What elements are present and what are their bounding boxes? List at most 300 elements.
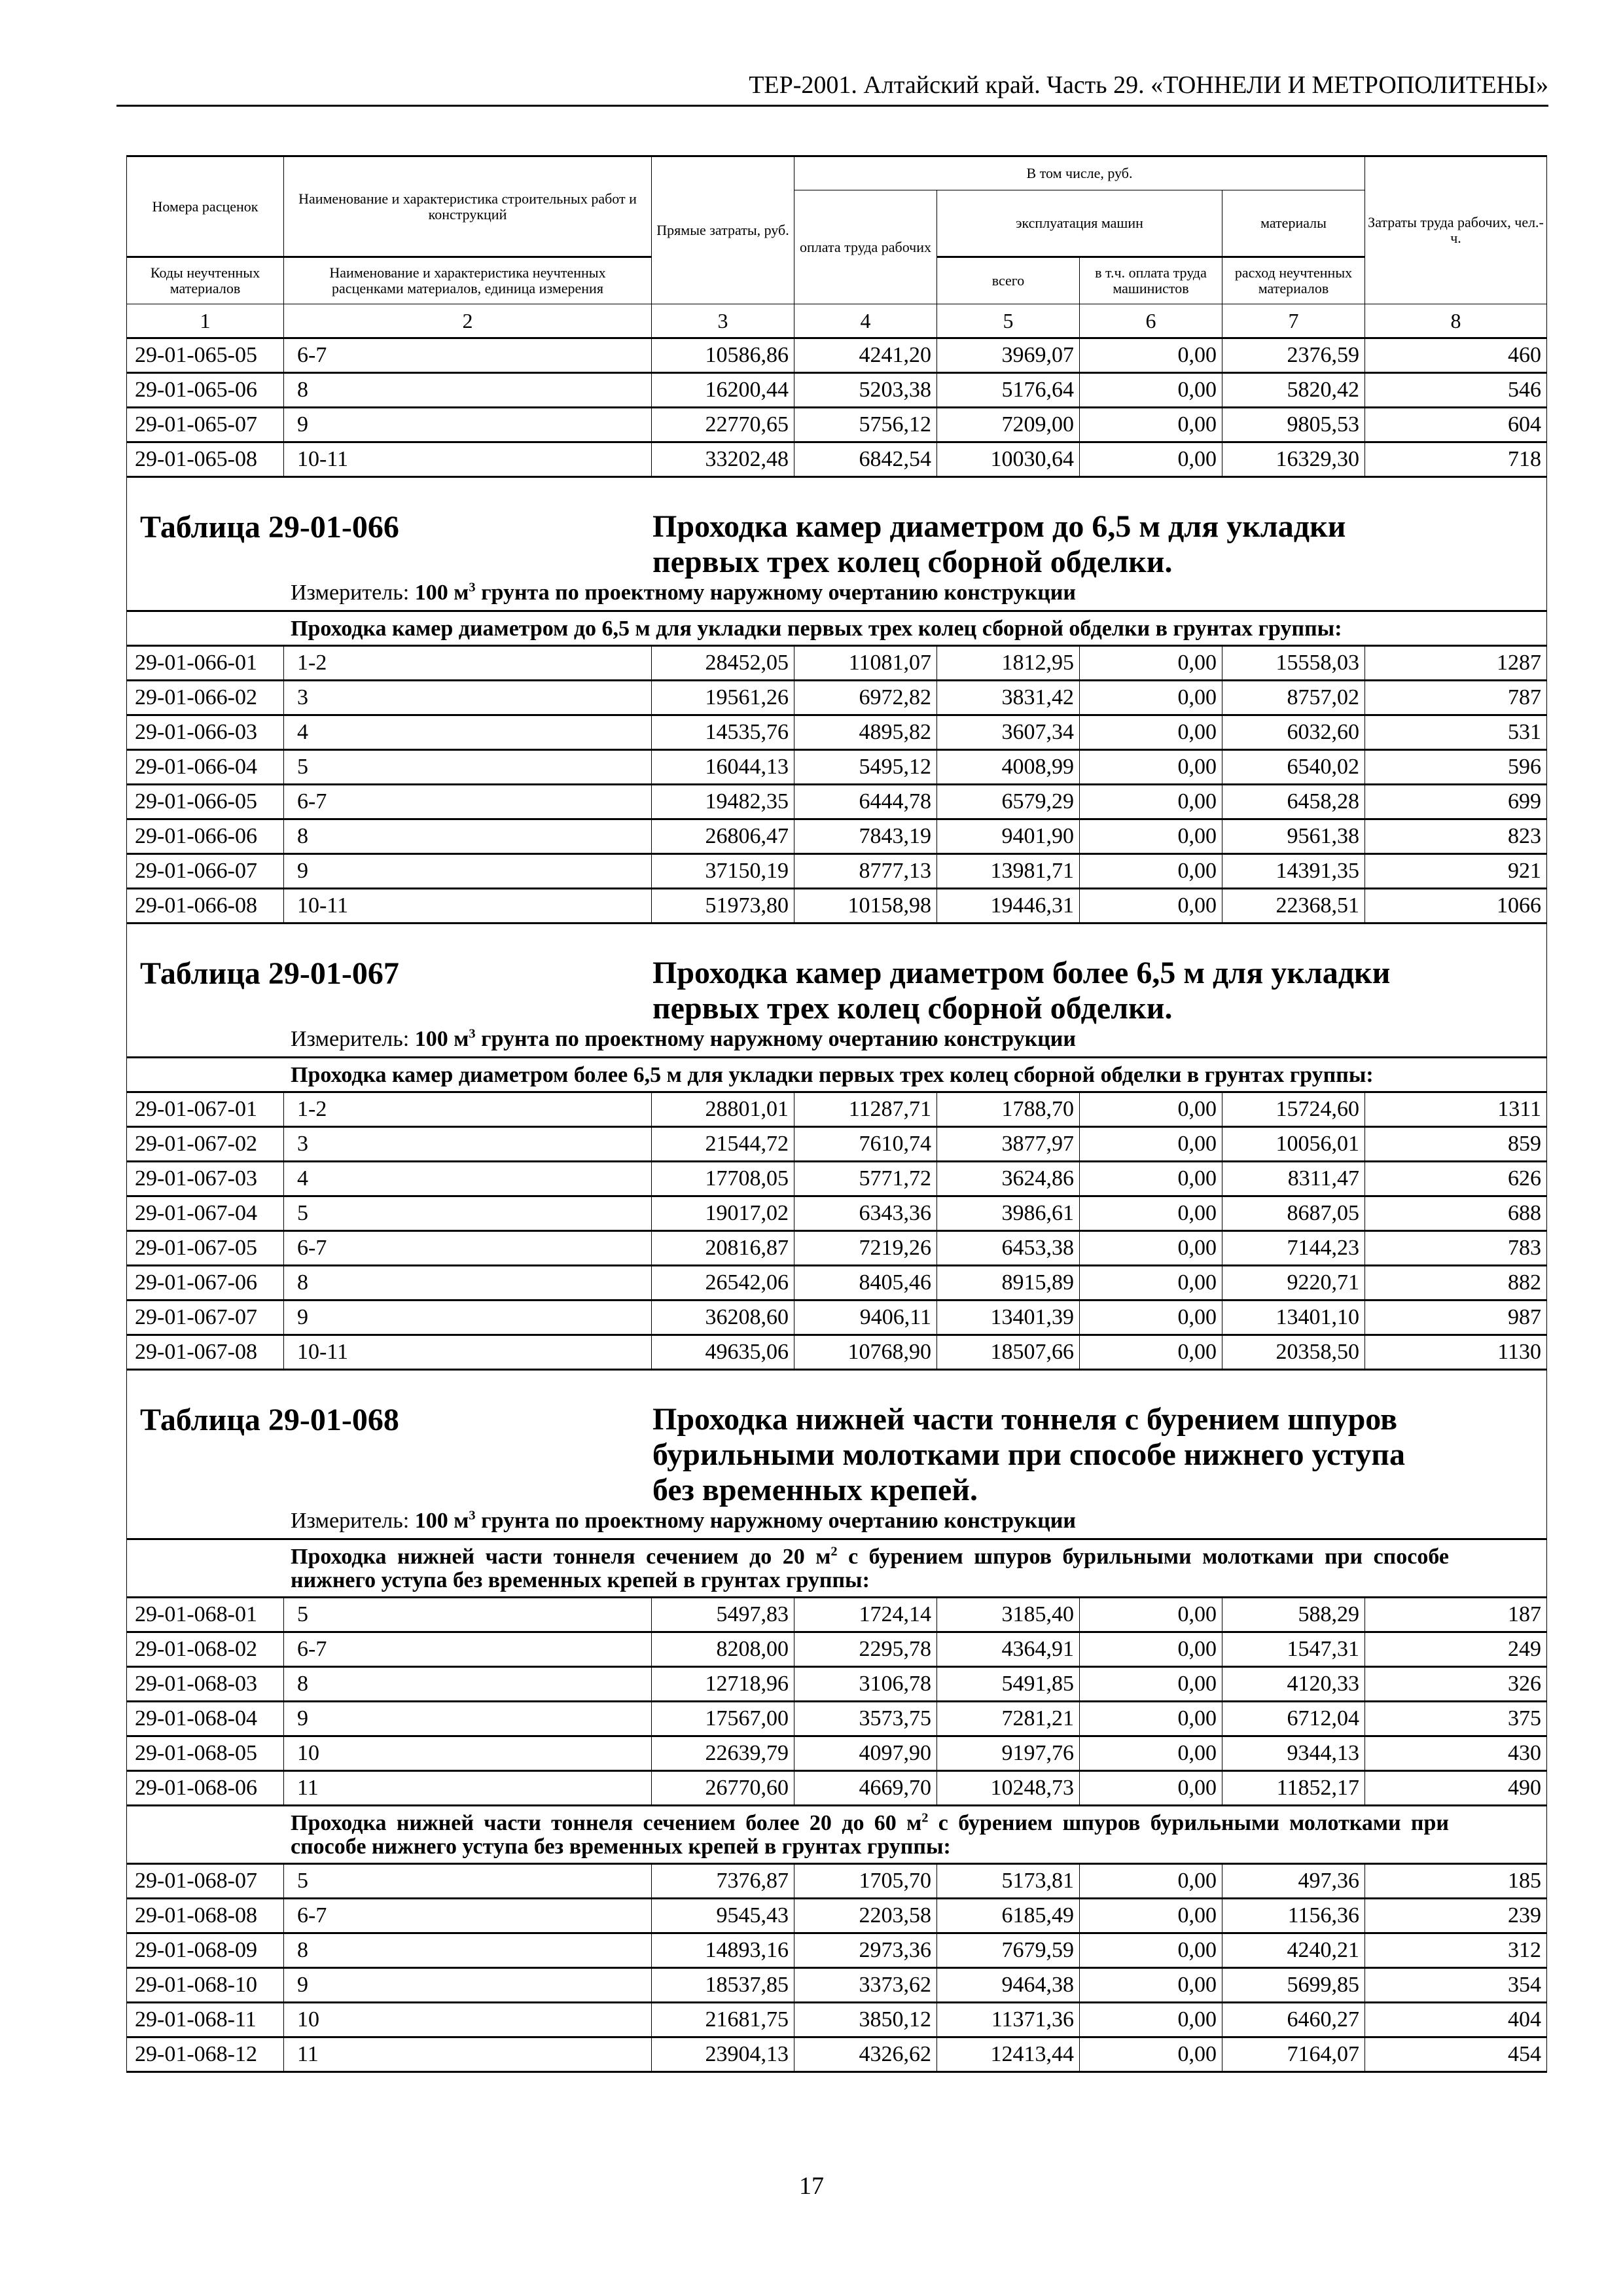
materials-cell: 8687,05 — [1222, 1196, 1365, 1231]
measure-description: грунта по проектному наружному очертанию конструкции — [475, 1027, 1076, 1051]
section-subtitle — [291, 1540, 1449, 1596]
labor-hours-cell: 187 — [1365, 1598, 1547, 1632]
soil-group-cell: 11 — [284, 1771, 652, 1806]
soil-group-cell: 6-7 — [284, 338, 652, 373]
labor-hours-cell: 249 — [1365, 1632, 1547, 1667]
machines-total-cell: 7209,00 — [937, 408, 1080, 442]
materials-cell: 9561,38 — [1222, 819, 1365, 854]
machinist-pay-cell: 0,00 — [1080, 373, 1222, 408]
soil-group-cell: 9 — [284, 1702, 652, 1736]
direct-costs-cell: 14893,16 — [652, 1933, 794, 1968]
soil-group-cell: 10 — [284, 1736, 652, 1771]
worker-pay-cell: 10768,90 — [794, 1335, 937, 1370]
table-row — [127, 715, 1547, 750]
measure-exponent: 3 — [469, 580, 476, 595]
machinist-pay-cell: 0,00 — [1080, 1196, 1222, 1231]
direct-costs-cell: 14535,76 — [652, 715, 794, 750]
subtitle-text: Проходка нижней части тоннеля сечением более 20 до 60 м — [291, 1811, 922, 1835]
table-row — [127, 1092, 1547, 1127]
materials-cell: 15724,60 — [1222, 1092, 1365, 1127]
rate-code-cell: 29-01-067-08 — [127, 1335, 284, 1370]
machinist-pay-cell: 0,00 — [1080, 715, 1222, 750]
rate-code-cell: 29-01-068-07 — [127, 1864, 284, 1899]
labor-hours-cell: 1311 — [1365, 1092, 1547, 1127]
materials-cell: 4120,33 — [1222, 1667, 1365, 1702]
labor-hours-cell: 699 — [1365, 785, 1547, 819]
rate-code-cell: 29-01-068-08 — [127, 1899, 284, 1933]
machines-total-cell: 5176,64 — [937, 373, 1080, 408]
labor-hours-cell: 1066 — [1365, 889, 1547, 924]
table-title-block — [127, 924, 1547, 1058]
rate-code-cell: 29-01-068-02 — [127, 1632, 284, 1667]
worker-pay-cell: 5495,12 — [794, 750, 937, 785]
section-subtitle: Проходка камер диаметром до 6,5 м для укладки первых трех колец сборной обделки в грунтах группы: — [291, 617, 1342, 641]
machines-total-cell: 8915,89 — [937, 1266, 1080, 1300]
rate-code-cell: 29-01-066-08 — [127, 889, 284, 924]
table-header — [127, 156, 1547, 338]
direct-costs-cell: 19482,35 — [652, 785, 794, 819]
table-row — [127, 1667, 1547, 1702]
direct-costs-cell: 16044,13 — [652, 750, 794, 785]
worker-pay-cell: 6444,78 — [794, 785, 937, 819]
worker-pay-cell: 4669,70 — [794, 1771, 937, 1806]
table-row — [127, 646, 1547, 681]
machinist-pay-cell: 0,00 — [1080, 681, 1222, 715]
table-row — [127, 338, 1547, 373]
direct-costs-cell: 18537,85 — [652, 1968, 794, 2003]
worker-pay-cell: 8777,13 — [794, 854, 937, 889]
soil-group-cell: 5 — [284, 1864, 652, 1899]
header-machines-total: всего — [937, 257, 1080, 304]
running-header-title: ТЕР-2001. Алтайский край. Часть 29. «ТОННЕЛИ И МЕТРОПОЛИТЕНЫ» — [749, 71, 1548, 99]
machinist-pay-cell: 0,00 — [1080, 1933, 1222, 1968]
soil-group-cell: 8 — [284, 373, 652, 408]
table-body — [127, 338, 1547, 2072]
rate-code-cell: 29-01-066-02 — [127, 681, 284, 715]
materials-cell: 20358,50 — [1222, 1335, 1365, 1370]
rate-code-cell: 29-01-066-01 — [127, 646, 284, 681]
machinist-pay-cell: 0,00 — [1080, 1632, 1222, 1667]
direct-costs-cell: 28452,05 — [652, 646, 794, 681]
soil-group-cell: 8 — [284, 1667, 652, 1702]
page-number: 17 — [799, 2172, 824, 2200]
worker-pay-cell: 6842,54 — [794, 442, 937, 477]
column-number: 4 — [794, 304, 937, 338]
machines-total-cell: 3624,86 — [937, 1162, 1080, 1196]
materials-cell: 4240,21 — [1222, 1933, 1365, 1968]
soil-group-cell: 10-11 — [284, 442, 652, 477]
table-row — [127, 750, 1547, 785]
machinist-pay-cell: 0,00 — [1080, 819, 1222, 854]
labor-hours-cell: 454 — [1365, 2037, 1547, 2072]
worker-pay-cell: 10158,98 — [794, 889, 937, 924]
machinist-pay-cell: 0,00 — [1080, 2037, 1222, 2072]
measure-value: 100 м — [414, 1509, 469, 1533]
measure-description: грунта по проектному наружному очертанию конструкции — [475, 1509, 1076, 1533]
soil-group-cell: 10-11 — [284, 1335, 652, 1370]
subtitle-text: с бурением шпуров бурильными молотками при способе нижнего уступа без временных крепей в грунтах группы: — [291, 1545, 1449, 1592]
direct-costs-cell: 16200,44 — [652, 373, 794, 408]
table-row — [127, 854, 1547, 889]
machines-total-cell: 9464,38 — [937, 1968, 1080, 2003]
table-row — [127, 1162, 1547, 1196]
machines-total-cell: 19446,31 — [937, 889, 1080, 924]
machinist-pay-cell: 0,00 — [1080, 854, 1222, 889]
table-row — [127, 1632, 1547, 1667]
rate-code-cell: 29-01-065-05 — [127, 338, 284, 373]
labor-hours-cell: 404 — [1365, 2003, 1547, 2037]
labor-hours-cell: 987 — [1365, 1300, 1547, 1335]
machinist-pay-cell: 0,00 — [1080, 1335, 1222, 1370]
machines-total-cell: 4364,91 — [937, 1632, 1080, 1667]
machines-total-cell: 6579,29 — [937, 785, 1080, 819]
labor-hours-cell: 546 — [1365, 373, 1547, 408]
machinist-pay-cell: 0,00 — [1080, 1864, 1222, 1899]
machinist-pay-cell: 0,00 — [1080, 785, 1222, 819]
labor-hours-cell: 626 — [1365, 1162, 1547, 1196]
subtitle-exponent: 2 — [830, 1544, 838, 1559]
table-row — [127, 1933, 1547, 1968]
machinist-pay-cell: 0,00 — [1080, 1266, 1222, 1300]
labor-hours-cell: 604 — [1365, 408, 1547, 442]
table-row — [127, 785, 1547, 819]
measure-prefix: Измеритель: — [291, 581, 410, 605]
machines-total-cell: 13981,71 — [937, 854, 1080, 889]
materials-cell: 2376,59 — [1222, 338, 1365, 373]
machinist-pay-cell: 0,00 — [1080, 1736, 1222, 1771]
direct-costs-cell: 19017,02 — [652, 1196, 794, 1231]
rate-code-cell: 29-01-067-04 — [127, 1196, 284, 1231]
machines-total-cell: 3986,61 — [937, 1196, 1080, 1231]
labor-hours-cell: 921 — [1365, 854, 1547, 889]
header-including: В том числе, руб. — [794, 156, 1365, 190]
direct-costs-cell: 51973,80 — [652, 889, 794, 924]
machinist-pay-cell: 0,00 — [1080, 1667, 1222, 1702]
soil-group-cell: 6-7 — [284, 785, 652, 819]
machinist-pay-cell: 0,00 — [1080, 442, 1222, 477]
rate-code-cell: 29-01-067-05 — [127, 1231, 284, 1266]
measure-unit — [291, 1026, 1546, 1056]
measure-unit — [291, 580, 1546, 610]
materials-cell: 1156,36 — [1222, 1899, 1365, 1933]
materials-cell: 6712,04 — [1222, 1702, 1365, 1736]
labor-hours-cell: 787 — [1365, 681, 1547, 715]
machinist-pay-cell: 0,00 — [1080, 1300, 1222, 1335]
rate-code-cell: 29-01-068-10 — [127, 1968, 284, 2003]
rate-code-cell: 29-01-065-08 — [127, 442, 284, 477]
rate-code-cell: 29-01-065-07 — [127, 408, 284, 442]
table-row — [127, 442, 1547, 477]
machinist-pay-cell: 0,00 — [1080, 1162, 1222, 1196]
labor-hours-cell: 239 — [1365, 1899, 1547, 1933]
materials-cell: 11852,17 — [1222, 1771, 1365, 1806]
labor-hours-cell: 460 — [1365, 338, 1547, 373]
direct-costs-cell: 9545,43 — [652, 1899, 794, 1933]
worker-pay-cell: 7219,26 — [794, 1231, 937, 1266]
machines-total-cell: 4008,99 — [937, 750, 1080, 785]
table-row — [127, 1127, 1547, 1162]
machines-total-cell: 3831,42 — [937, 681, 1080, 715]
materials-cell: 1547,31 — [1222, 1632, 1365, 1667]
machinist-pay-cell: 0,00 — [1080, 1092, 1222, 1127]
direct-costs-cell: 20816,87 — [652, 1231, 794, 1266]
machines-total-cell: 10248,73 — [937, 1771, 1080, 1806]
worker-pay-cell: 5756,12 — [794, 408, 937, 442]
column-numbers-row — [127, 304, 1547, 338]
worker-pay-cell: 2203,58 — [794, 1899, 937, 1933]
table-title-block — [127, 1370, 1547, 1539]
soil-group-cell: 5 — [284, 1598, 652, 1632]
worker-pay-cell: 7610,74 — [794, 1127, 937, 1162]
machinist-pay-cell: 0,00 — [1080, 1231, 1222, 1266]
worker-pay-cell: 1724,14 — [794, 1598, 937, 1632]
soil-group-cell: 3 — [284, 1127, 652, 1162]
materials-cell: 7144,23 — [1222, 1231, 1365, 1266]
table-label: Таблица 29-01-068 — [140, 1403, 399, 1437]
labor-hours-cell: 354 — [1365, 1968, 1547, 2003]
labor-hours-cell: 531 — [1365, 715, 1547, 750]
direct-costs-cell: 8208,00 — [652, 1632, 794, 1667]
rate-code-cell: 29-01-067-03 — [127, 1162, 284, 1196]
machinist-pay-cell: 0,00 — [1080, 1127, 1222, 1162]
worker-pay-cell: 2973,36 — [794, 1933, 937, 1968]
worker-pay-cell: 2295,78 — [794, 1632, 937, 1667]
subtitle-text: Проходка нижней части тоннеля сечением до 20 м — [291, 1545, 831, 1569]
soil-group-cell: 6-7 — [284, 1899, 652, 1933]
materials-cell: 9805,53 — [1222, 408, 1365, 442]
soil-group-cell: 1-2 — [284, 646, 652, 681]
subtitle-exponent: 2 — [921, 1810, 929, 1825]
materials-cell: 588,29 — [1222, 1598, 1365, 1632]
labor-hours-cell: 596 — [1365, 750, 1547, 785]
worker-pay-cell: 11287,71 — [794, 1092, 937, 1127]
soil-group-cell: 8 — [284, 1266, 652, 1300]
direct-costs-cell: 26770,60 — [652, 1771, 794, 1806]
labor-hours-cell: 375 — [1365, 1702, 1547, 1736]
direct-costs-cell: 22639,79 — [652, 1736, 794, 1771]
rate-code-cell: 29-01-068-06 — [127, 1771, 284, 1806]
header-labor-hours: Затраты труда рабочих, чел.-ч. — [1365, 156, 1547, 304]
table-row — [127, 1300, 1547, 1335]
rate-code-cell: 29-01-068-01 — [127, 1598, 284, 1632]
machinist-pay-cell: 0,00 — [1080, 2003, 1222, 2037]
rate-code-cell: 29-01-066-06 — [127, 819, 284, 854]
machines-total-cell: 13401,39 — [937, 1300, 1080, 1335]
column-number: 8 — [1365, 304, 1547, 338]
worker-pay-cell: 6972,82 — [794, 681, 937, 715]
table-title-block — [127, 477, 1547, 611]
direct-costs-cell: 10586,86 — [652, 338, 794, 373]
table-row — [127, 1736, 1547, 1771]
column-number: 7 — [1222, 304, 1365, 338]
rate-code-cell: 29-01-067-02 — [127, 1127, 284, 1162]
materials-cell: 22368,51 — [1222, 889, 1365, 924]
labor-hours-cell: 718 — [1365, 442, 1547, 477]
measure-value: 100 м — [414, 1027, 469, 1051]
measure-unit — [291, 1508, 1546, 1538]
labor-hours-cell: 185 — [1365, 1864, 1547, 1899]
section-subtitle-row — [127, 1539, 1547, 1598]
table-row — [127, 1598, 1547, 1632]
soil-group-cell: 3 — [284, 681, 652, 715]
table-row — [127, 1899, 1547, 1933]
worker-pay-cell: 11081,07 — [794, 646, 937, 681]
worker-pay-cell: 6343,36 — [794, 1196, 937, 1231]
soil-group-cell: 8 — [284, 819, 652, 854]
materials-cell: 6540,02 — [1222, 750, 1365, 785]
labor-hours-cell: 312 — [1365, 1933, 1547, 1968]
table-row — [127, 1335, 1547, 1370]
materials-cell: 5699,85 — [1222, 1968, 1365, 2003]
rate-code-cell: 29-01-068-03 — [127, 1667, 284, 1702]
materials-cell: 8757,02 — [1222, 681, 1365, 715]
section-subtitle-row — [127, 1806, 1547, 1864]
header-unaccounted-materials: расход неучтенных материалов — [1222, 257, 1365, 304]
machines-total-cell: 9197,76 — [937, 1736, 1080, 1771]
machinist-pay-cell: 0,00 — [1080, 750, 1222, 785]
table-row — [127, 819, 1547, 854]
rate-code-cell: 29-01-067-01 — [127, 1092, 284, 1127]
worker-pay-cell: 8405,46 — [794, 1266, 937, 1300]
section-subtitle-row — [127, 1058, 1547, 1092]
machinist-pay-cell: 0,00 — [1080, 1899, 1222, 1933]
table-row — [127, 1231, 1547, 1266]
soil-group-cell: 5 — [284, 750, 652, 785]
rate-code-cell: 29-01-068-04 — [127, 1702, 284, 1736]
table-title: Проходка нижней части тоннеля с бурением шпуров бурильными молотками при способе нижнего уступа без временных крепей. — [652, 1402, 1405, 1507]
soil-group-cell: 8 — [284, 1933, 652, 1968]
direct-costs-cell: 22770,65 — [652, 408, 794, 442]
rate-code-cell: 29-01-067-06 — [127, 1266, 284, 1300]
worker-pay-cell: 4241,20 — [794, 338, 937, 373]
machines-total-cell: 3877,97 — [937, 1127, 1080, 1162]
soil-group-cell: 5 — [284, 1196, 652, 1231]
soil-group-cell: 4 — [284, 1162, 652, 1196]
direct-costs-cell: 5497,83 — [652, 1598, 794, 1632]
direct-costs-cell: 36208,60 — [652, 1300, 794, 1335]
column-number: 1 — [127, 304, 284, 338]
direct-costs-cell: 17567,00 — [652, 1702, 794, 1736]
direct-costs-cell: 17708,05 — [652, 1162, 794, 1196]
labor-hours-cell: 490 — [1365, 1771, 1547, 1806]
direct-costs-cell: 28801,01 — [652, 1092, 794, 1127]
soil-group-cell: 4 — [284, 715, 652, 750]
column-number: 5 — [937, 304, 1080, 338]
rate-code-cell: 29-01-065-06 — [127, 373, 284, 408]
materials-cell: 6458,28 — [1222, 785, 1365, 819]
rate-code-cell: 29-01-066-03 — [127, 715, 284, 750]
labor-hours-cell: 823 — [1365, 819, 1547, 854]
rate-code-cell: 29-01-068-11 — [127, 2003, 284, 2037]
machines-total-cell: 3969,07 — [937, 338, 1080, 373]
column-number: 3 — [652, 304, 794, 338]
soil-group-cell: 9 — [284, 1968, 652, 2003]
machinist-pay-cell: 0,00 — [1080, 1598, 1222, 1632]
table-row — [127, 1771, 1547, 1806]
labor-hours-cell: 783 — [1365, 1231, 1547, 1266]
worker-pay-cell: 3373,62 — [794, 1968, 937, 2003]
header-rate-numbers: Номера расценок — [127, 156, 284, 257]
materials-cell: 9220,71 — [1222, 1266, 1365, 1300]
direct-costs-cell: 26806,47 — [652, 819, 794, 854]
soil-group-cell: 1-2 — [284, 1092, 652, 1127]
table-row — [127, 408, 1547, 442]
table-label: Таблица 29-01-067 — [140, 956, 399, 991]
table-row — [127, 1196, 1547, 1231]
machines-total-cell: 7281,21 — [937, 1702, 1080, 1736]
labor-hours-cell: 882 — [1365, 1266, 1547, 1300]
materials-cell: 15558,03 — [1222, 646, 1365, 681]
machines-total-cell: 7679,59 — [937, 1933, 1080, 1968]
machines-total-cell: 6453,38 — [937, 1231, 1080, 1266]
machines-total-cell: 3185,40 — [937, 1598, 1080, 1632]
rate-code-cell: 29-01-068-05 — [127, 1736, 284, 1771]
header-material-name: Наименование и характеристика неучтенных расценками материалов, единица измерения — [284, 257, 652, 304]
machines-total-cell: 12413,44 — [937, 2037, 1080, 2072]
header-rule — [116, 105, 1548, 107]
rate-code-cell: 29-01-066-04 — [127, 750, 284, 785]
materials-cell: 6032,60 — [1222, 715, 1365, 750]
header-work-name: Наименование и характеристика строительных работ и конструкций — [284, 156, 652, 257]
machines-total-cell: 3607,34 — [937, 715, 1080, 750]
machinist-pay-cell: 0,00 — [1080, 889, 1222, 924]
subtitle-text: с бурением шпуров бурильными молотками при способе нижнего уступа без временных крепей в грунтах группы: — [291, 1811, 1450, 1859]
section-subtitle-row — [127, 611, 1547, 646]
header-machinist-pay: в т.ч. оплата труда машинистов — [1080, 257, 1222, 304]
materials-cell: 497,36 — [1222, 1864, 1365, 1899]
direct-costs-cell: 33202,48 — [652, 442, 794, 477]
labor-hours-cell: 430 — [1365, 1736, 1547, 1771]
table-row — [127, 2037, 1547, 2072]
materials-cell: 10056,01 — [1222, 1127, 1365, 1162]
machines-total-cell: 9401,90 — [937, 819, 1080, 854]
materials-cell: 16329,30 — [1222, 442, 1365, 477]
direct-costs-cell: 21544,72 — [652, 1127, 794, 1162]
table-title: Проходка камер диаметром более 6,5 м для укладки первых трех колец сборной обделки. — [652, 956, 1391, 1026]
worker-pay-cell: 3573,75 — [794, 1702, 937, 1736]
rate-code-cell: 29-01-068-12 — [127, 2037, 284, 2072]
rate-code-cell: 29-01-067-07 — [127, 1300, 284, 1335]
table-row — [127, 889, 1547, 924]
worker-pay-cell: 4895,82 — [794, 715, 937, 750]
rate-code-cell: 29-01-066-05 — [127, 785, 284, 819]
soil-group-cell: 9 — [284, 1300, 652, 1335]
table-row — [127, 373, 1547, 408]
worker-pay-cell: 3850,12 — [794, 2003, 937, 2037]
rates-table — [126, 155, 1547, 2073]
section-subtitle — [291, 1806, 1449, 1863]
materials-cell: 7164,07 — [1222, 2037, 1365, 2072]
table-row — [127, 1864, 1547, 1899]
worker-pay-cell: 7843,19 — [794, 819, 937, 854]
header-material-codes: Коды неучтенных материалов — [127, 257, 284, 304]
materials-cell: 9344,13 — [1222, 1736, 1365, 1771]
direct-costs-cell: 23904,13 — [652, 2037, 794, 2072]
direct-costs-cell: 7376,87 — [652, 1864, 794, 1899]
materials-cell: 8311,47 — [1222, 1162, 1365, 1196]
table-label: Таблица 29-01-066 — [140, 510, 399, 545]
soil-group-cell: 10-11 — [284, 889, 652, 924]
machines-total-cell: 18507,66 — [937, 1335, 1080, 1370]
soil-group-cell: 9 — [284, 408, 652, 442]
machines-total-cell: 5173,81 — [937, 1864, 1080, 1899]
worker-pay-cell: 1705,70 — [794, 1864, 937, 1899]
worker-pay-cell: 4326,62 — [794, 2037, 937, 2072]
machines-total-cell: 10030,64 — [937, 442, 1080, 477]
measure-prefix: Измеритель: — [291, 1027, 410, 1051]
table-title: Проходка камер диаметром до 6,5 м для укладки первых трех колец сборной обделки. — [652, 509, 1346, 579]
soil-group-cell: 11 — [284, 2037, 652, 2072]
